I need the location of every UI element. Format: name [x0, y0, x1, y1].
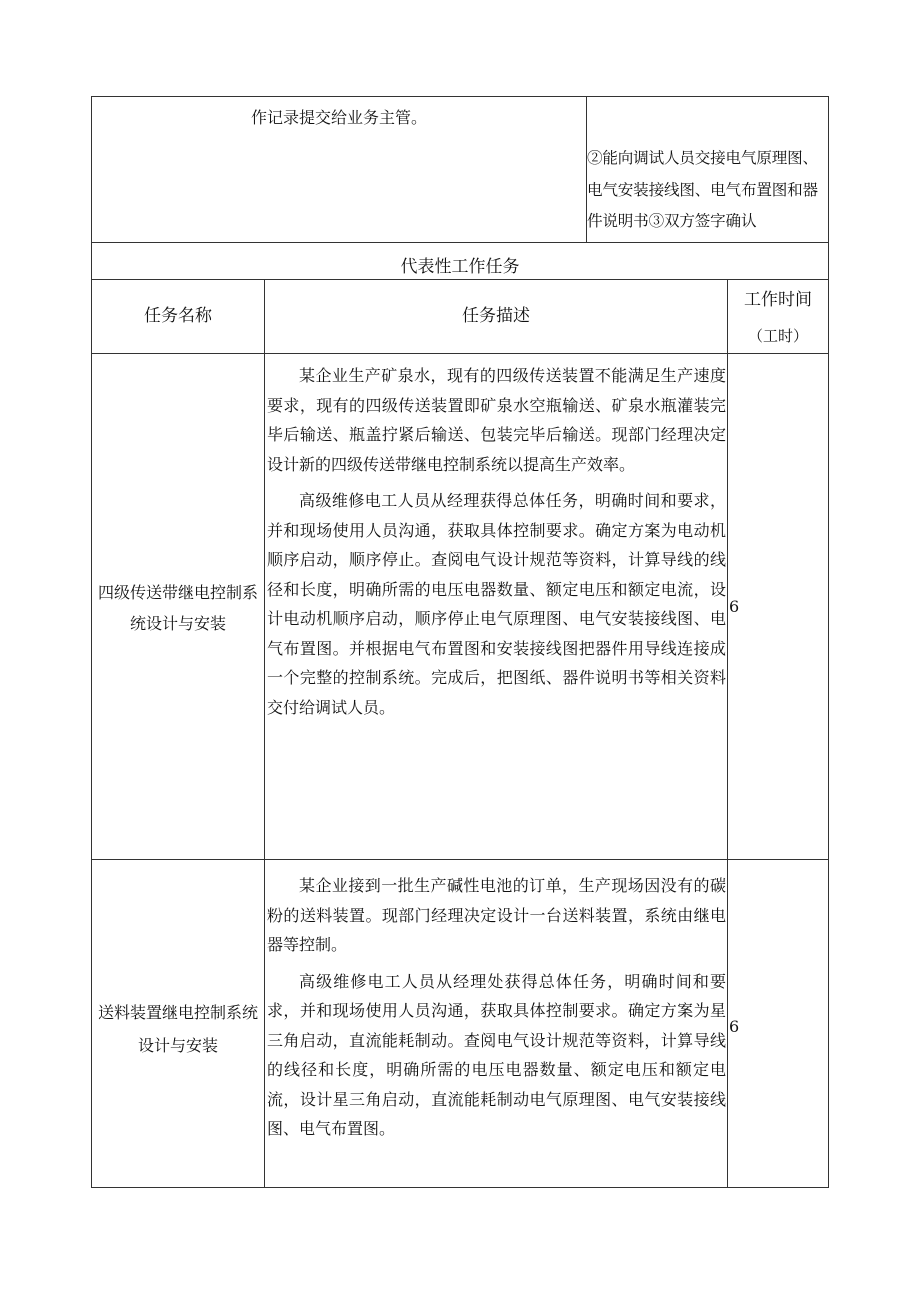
column-divider [727, 279, 728, 1188]
task-name: 四级传送带继电控制系统设计与安装 [97, 583, 258, 633]
task-description-paragraph: 高级维修电工人员从经理处获得总体任务，明确时间和要求，并和现场使用人员沟通，获取具体控制要求。确定方案为星三角启动，直流能耗制动。查阅电气设计规范等资料，计算导线的线径和长度，明确所需的电压电器数量、额定电压和额定电流，设计星三角启动，直流能耗制动电气原理图、电气安装接线图、电气布置图。 [267, 971, 726, 1138]
task-hours: 6 [729, 1017, 740, 1036]
header-task-name: 任务名称 [144, 306, 212, 326]
task-hours: 6 [729, 597, 740, 616]
column-divider [264, 279, 265, 1188]
row-divider [91, 353, 829, 354]
top-row-right-text: ②能向调试人员交接电气原理图、电气安装接线图、电气布置图和器件说明书③双方签字确认 [587, 149, 818, 230]
task-description-paragraph: 高级维修电工人员从经理获得总体任务，明确时间和要求，并和现场使用人员沟通，获取具体控制要求。确定方案为电动机顺序启动，顺序停止。查阅电气设计规范等资料，计算导线的线径和长度，明确所需的电压电器数量、额定电压和额定电流，设计电动机顺序启动，顺序停止电气原理图、电气安装接线图、电气布置图。并根据电气布置图和安装接线图把器件用导线连接成一个完整的控制系统。完成后，把图纸、器件说明书等相关资料交付给调试人员。 [267, 491, 726, 717]
top-row-left-text: 作记录提交给业务主管。 [250, 108, 427, 127]
task-description [267, 871, 726, 1144]
task-description [267, 361, 726, 722]
row-divider [91, 859, 829, 860]
row-divider [91, 242, 829, 243]
task-description-paragraph: 某企业生产矿泉水，现有的四级传送装置不能满足生产速度要求，现有的四级传送装置即矿泉水空瓶输送、矿泉水瓶灌装完毕后输送、瓶盖拧紧后输送、包装完毕后输送。现部门经理决定设计新的四级传送带继电控制系统以提高生产效率。 [267, 366, 726, 474]
task-description-paragraph: 某企业接到一批生产碱性电池的订单，生产现场因没有的碳粉的送料装置。现部门经理决定设计一台送料装置，系统由继电器等控制。 [267, 876, 726, 954]
header-task-desc: 任务描述 [462, 306, 530, 326]
section-title: 代表性工作任务 [400, 257, 520, 277]
task-name: 送料装置继电控制系统设计与安装 [97, 1003, 258, 1055]
header-work-time: 工作时间 [744, 290, 812, 310]
header-work-time-unit: （工时） [747, 327, 808, 345]
